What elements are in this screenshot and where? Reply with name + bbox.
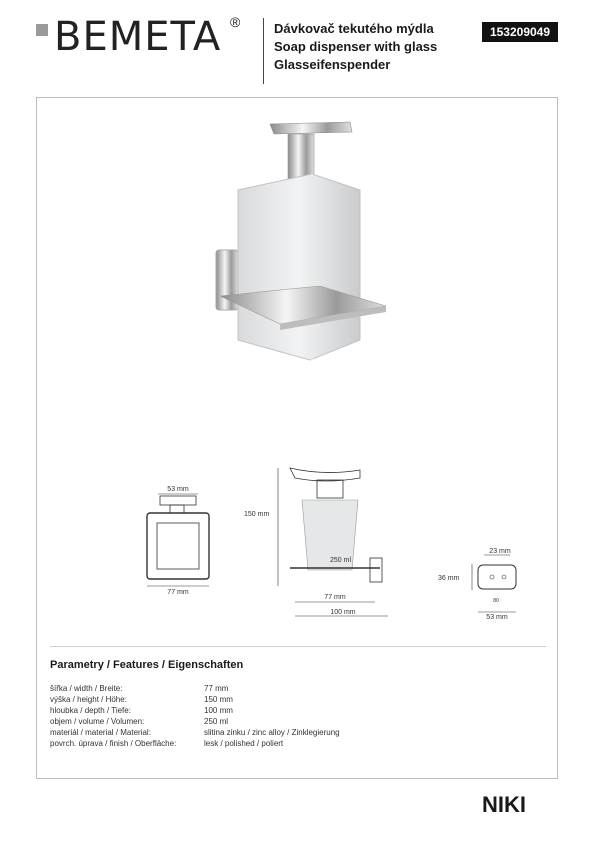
param-value: 150 mm: [204, 695, 233, 704]
side-height-dim: 150 mm: [244, 511, 270, 518]
product-name: NIKI: [482, 792, 526, 817]
param-label: materiál / material / Material:: [50, 728, 151, 737]
header-divider: [263, 18, 264, 84]
front-top-dim: 53 mm: [167, 486, 189, 493]
param-label: povrch. úprava / finish / Oberfläche:: [50, 739, 177, 748]
title-cz: Dávkovač tekutého mýdla: [274, 21, 434, 36]
product-code-badge: 153209049: [482, 22, 558, 42]
mount-bottom-dim: 53 mm: [486, 614, 508, 620]
mount-left-dim: 36 mm: [438, 575, 460, 582]
mount-top-dim: 23 mm: [489, 548, 511, 555]
param-label: šířka / width / Breite:: [50, 684, 123, 693]
params-title: Parametry / Features / Eigenschaften: [50, 659, 244, 671]
param-value: lesk / polished / poliert: [204, 739, 284, 748]
param-value: slitina zinku / zinc alloy / Zinklegierung: [204, 728, 340, 737]
section-divider: [50, 646, 546, 647]
registered-mark: ®: [230, 14, 241, 30]
param-label: hloubka / depth / Tiefe:: [50, 706, 131, 715]
product-titles: [274, 20, 437, 74]
param-label: objem / volume / Volumen:: [50, 717, 145, 726]
side-width2-dim: 100 mm: [330, 609, 356, 616]
mount-view-drawing: [436, 540, 526, 620]
front-bottom-dim: 77 mm: [167, 589, 189, 596]
title-de: Glasseifenspender: [274, 57, 391, 72]
front-view-drawing: [140, 482, 220, 597]
product-photo: [200, 110, 400, 370]
logo-square: [36, 24, 48, 36]
title-en: Soap dispenser with glass: [274, 39, 438, 54]
side-view-drawing: [240, 462, 400, 622]
param-value: 77 mm: [204, 684, 229, 693]
side-volume-label: 250 ml: [330, 557, 352, 564]
param-label: výška / height / Höhe:: [50, 695, 127, 704]
brand-logo: BEMETA: [54, 14, 222, 60]
param-value: 250 ml: [204, 717, 229, 726]
side-width1-dim: 77 mm: [324, 594, 346, 601]
param-value: 100 mm: [204, 706, 233, 715]
mount-small-label: 80: [493, 598, 499, 604]
